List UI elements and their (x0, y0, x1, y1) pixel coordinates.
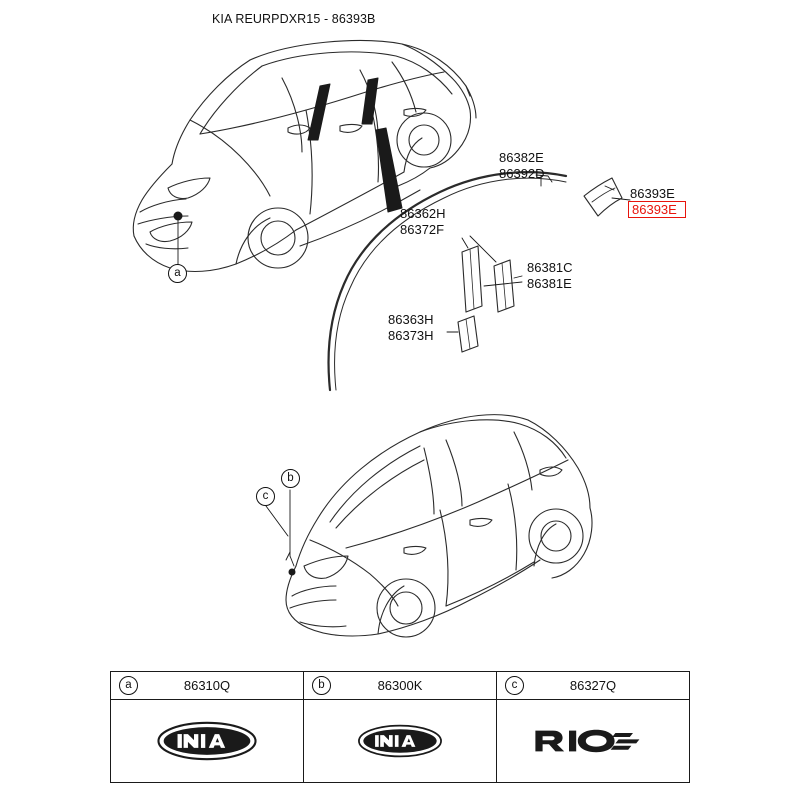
legend-body-b (304, 700, 496, 782)
legend-callout-c: c (505, 676, 524, 695)
label-86393E-highlighted: 86393E (632, 202, 677, 217)
roof-molding-strip (584, 178, 622, 216)
legend-cell-c (497, 672, 689, 782)
label-86381E: 86381E (527, 276, 572, 291)
label-86363H: 86363H (388, 312, 434, 327)
legend-callout-a: a (119, 676, 138, 695)
legend-cell-b (304, 672, 497, 782)
label-86373H: 86373H (388, 328, 434, 343)
legend-header-a (111, 672, 303, 700)
legend-body-c (497, 700, 689, 782)
label-86362H: 86362H (400, 206, 446, 221)
rio-emblem-icon (529, 724, 657, 758)
callout-b: b (281, 469, 300, 488)
legend-code-b: 86300K (377, 678, 423, 693)
label-86381C: 86381C (527, 260, 573, 275)
legend-header-c (497, 672, 689, 700)
kia-emblem-icon (155, 720, 259, 762)
legend-cell-a (111, 672, 304, 782)
legend-body-a (111, 700, 303, 782)
legend-table (110, 671, 690, 783)
legend-code-c: 86327Q (569, 678, 617, 693)
bottom-car-illustration (286, 415, 592, 637)
label-86382E: 86382E (499, 150, 544, 165)
legend-header-b (304, 672, 496, 700)
page-title: KIA REURPDXR15 - 86393B (212, 12, 376, 26)
label-86393E-upper: 86393E (630, 186, 675, 201)
legend-callout-b: b (312, 676, 331, 695)
legend-code-a: 86310Q (183, 678, 231, 693)
pillar-molding-pieces (458, 246, 514, 352)
label-86372F: 86372F (400, 222, 445, 237)
label-86392D: 86392D (499, 166, 545, 181)
callout-c: c (256, 487, 275, 506)
kia-emblem-icon (356, 723, 444, 759)
callout-a: a (168, 264, 187, 283)
